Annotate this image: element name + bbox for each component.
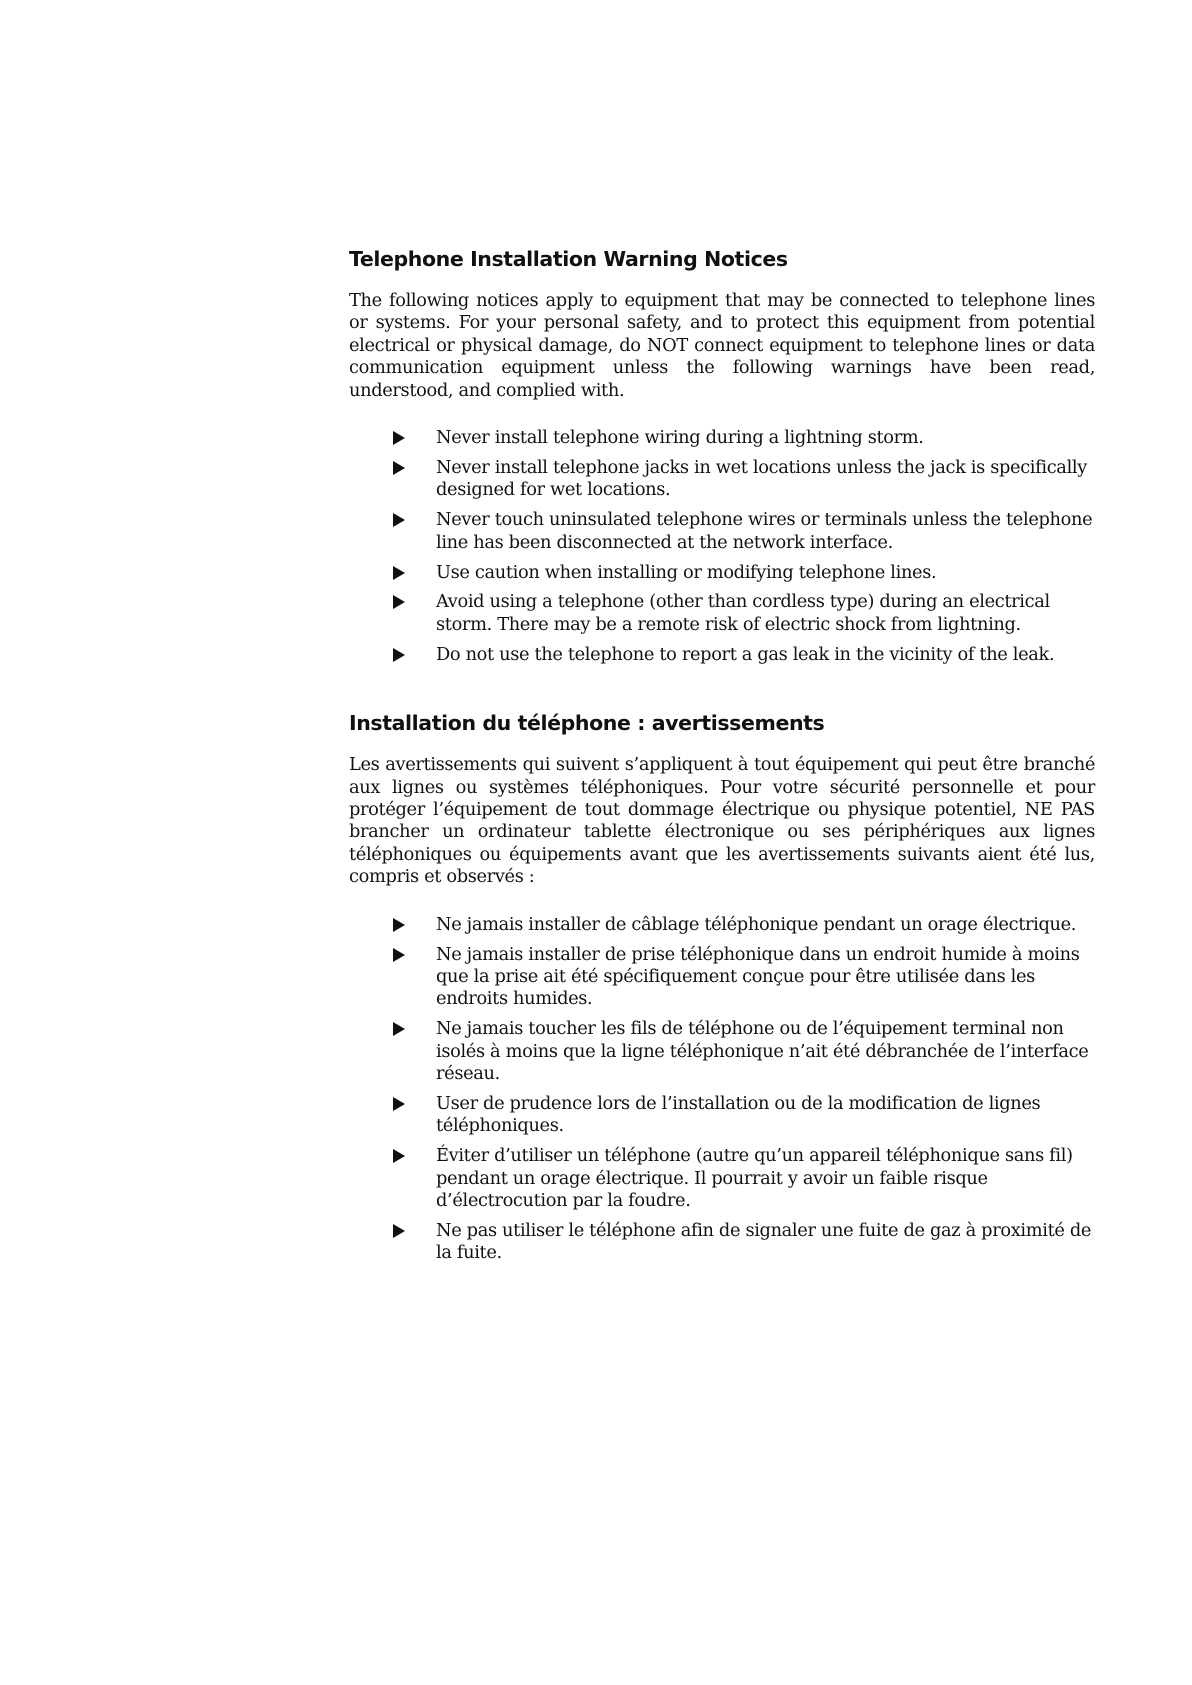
triangle-bullet-icon bbox=[393, 431, 405, 445]
triangle-bullet-icon bbox=[393, 1149, 405, 1163]
list-item-text: Never install telephone jacks in wet locations unless the jack is specifically designed for wet locations. bbox=[436, 456, 1087, 501]
triangle-bullet-icon bbox=[393, 513, 405, 527]
list-item bbox=[349, 644, 1095, 666]
intro-paragraph: The following notices apply to equipment that may be connected to telephone lines or systems. For your personal safety, and to protect this equipment from potential electrical or physical damage, do NOT connect equipment to telephone lines or data communication equipment unless the following warnings have been read, understood, and complied with. bbox=[349, 290, 1095, 401]
triangle-bullet-icon bbox=[393, 948, 405, 962]
list-item-text: Avoid using a telephone (other than cordless type) during an electrical storm. There may be a remote risk of electric shock from lightning. bbox=[436, 591, 1050, 635]
list-item bbox=[349, 457, 1095, 502]
list-item-text: Use caution when installing or modifying telephone lines. bbox=[436, 561, 937, 583]
triangle-bullet-icon bbox=[393, 566, 405, 580]
list-item-text: Ne pas utiliser le téléphone afin de signaler une fuite de gaz à proximité de la fuite. bbox=[436, 1220, 1092, 1264]
list-item bbox=[349, 509, 1095, 554]
triangle-bullet-icon bbox=[393, 1097, 405, 1111]
triangle-bullet-icon bbox=[393, 1022, 405, 1036]
list-item bbox=[349, 1093, 1095, 1138]
triangle-bullet-icon bbox=[393, 648, 405, 662]
list-item-text: Never touch uninsulated telephone wires or terminals unless the telephone line has been disconnected at the network interface. bbox=[436, 509, 1093, 553]
list-item-text: Éviter d’utiliser un téléphone (autre qu’un appareil téléphonique sans fil) pendant un orage électrique. Il pourrait y avoir un faible risque d’électrocution par la foudre. bbox=[436, 1145, 1073, 1212]
list-item bbox=[349, 1145, 1095, 1212]
triangle-bullet-icon bbox=[393, 461, 405, 475]
list-item bbox=[349, 427, 1095, 449]
list-item-text: Ne jamais installer de prise téléphonique dans un endroit humide à moins que la prise ait été spécifiquement conçue pour être utilisée dans les endroits humides. bbox=[436, 943, 1080, 1010]
list-item-text: User de prudence lors de l’installation ou de la modification de lignes téléphoniques. bbox=[436, 1092, 1041, 1137]
warning-list bbox=[349, 427, 1095, 666]
list-item-text: Ne jamais installer de câblage téléphonique pendant un orage électrique. bbox=[436, 913, 1077, 935]
list-item bbox=[349, 591, 1095, 636]
list-item-text: Never install telephone wiring during a lightning storm. bbox=[436, 427, 924, 449]
document-body bbox=[349, 246, 1095, 1272]
list-item bbox=[349, 1220, 1095, 1265]
intro-paragraph: Les avertissements qui suivent s’appliquent à tout équipement qui peut être branché aux lignes ou systèmes téléphoniques. Pour votre sécurité personnelle et pour protéger l’équipement de tout dommage électrique ou physique potentiel, NE PAS brancher un ordinateur tablette électronique ou ses périphériques aux lignes téléphoniques ou équipements avant que les avertissements suivants aient été lus, compris et observés : bbox=[349, 754, 1095, 888]
section-english bbox=[349, 246, 1095, 666]
list-item bbox=[349, 944, 1095, 1011]
warning-list bbox=[349, 914, 1095, 1265]
section-french bbox=[349, 710, 1095, 1265]
list-item-text: Ne jamais toucher les fils de téléphone ou de l’équipement terminal non isolés à moins que la ligne téléphonique n’ait été débranchée de l’interface réseau. bbox=[436, 1018, 1089, 1085]
list-item-text: Do not use the telephone to report a gas leak in the vicinity of the leak. bbox=[436, 643, 1055, 665]
triangle-bullet-icon bbox=[393, 595, 405, 609]
list-item bbox=[349, 914, 1095, 936]
list-item bbox=[349, 1018, 1095, 1085]
list-item bbox=[349, 562, 1095, 584]
section-heading: Telephone Installation Warning Notices bbox=[349, 247, 788, 271]
section-heading: Installation du téléphone : avertissements bbox=[349, 711, 825, 736]
triangle-bullet-icon bbox=[393, 918, 405, 932]
triangle-bullet-icon bbox=[393, 1224, 405, 1238]
